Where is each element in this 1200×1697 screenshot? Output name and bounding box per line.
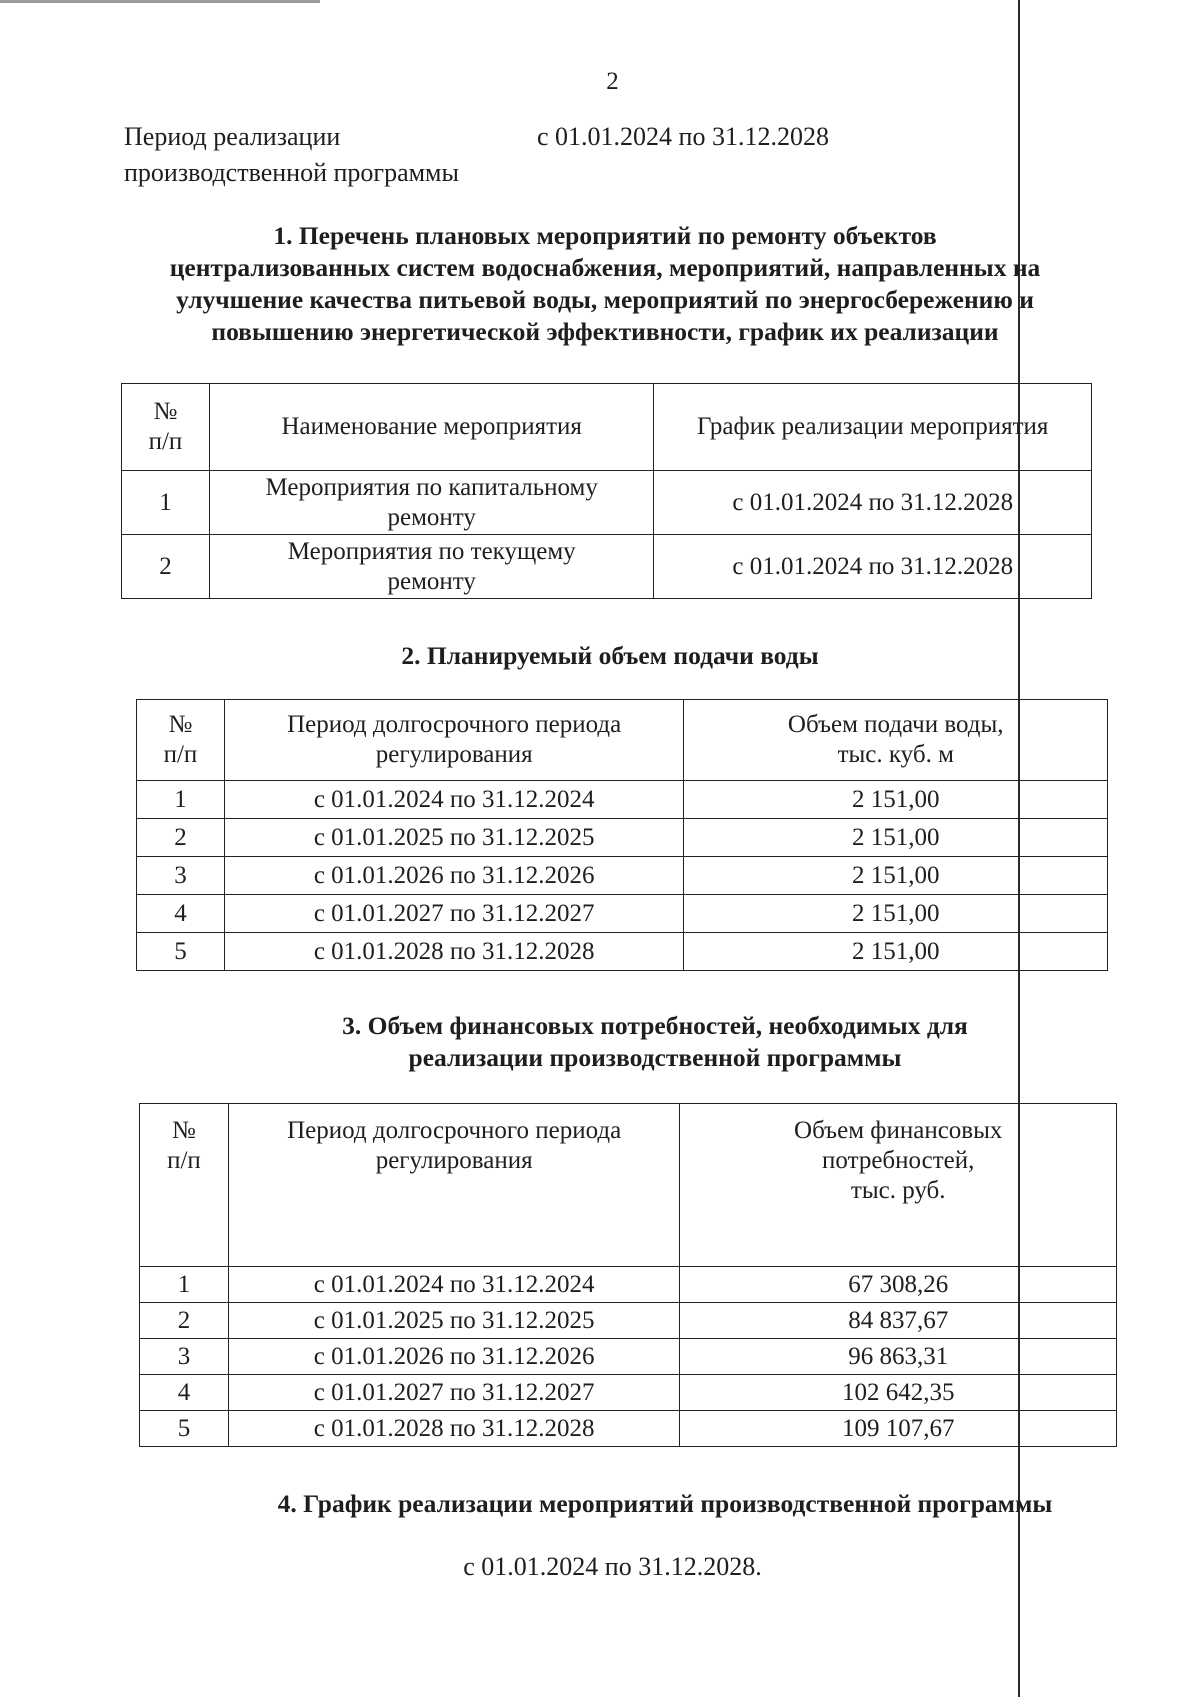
row-activity-name-line-1: Мероприятия по текущему [287, 537, 576, 565]
row-volume: 2 151,00 [684, 819, 1108, 857]
row-finance: 109 107,67 [680, 1411, 1117, 1447]
row-volume: 2 151,00 [684, 857, 1108, 895]
row-period: с 01.01.2026 по 31.12.2026 [228, 1339, 680, 1375]
row-num: 2 [122, 535, 210, 599]
table-row [137, 781, 1108, 819]
header-finance [680, 1104, 1117, 1267]
header-period [228, 1104, 680, 1267]
page-number: 2 [606, 68, 619, 95]
row-activity-name-line-1: Мероприятия по капитальному [265, 473, 598, 501]
header-volume-line-1: Объем подачи воды, [787, 711, 1004, 738]
section1-title [110, 220, 1100, 348]
header-finance-line-2: потребностей, [822, 1147, 975, 1174]
row-num: 1 [137, 781, 225, 819]
header-period-line-2: регулирования [375, 741, 533, 768]
row-num: 2 [140, 1303, 229, 1339]
header-volume [684, 700, 1108, 781]
header-num [137, 700, 225, 781]
header-num-line-1: № [153, 398, 178, 425]
row-finance: 67 308,26 [680, 1267, 1117, 1303]
header-num [122, 384, 210, 471]
header-period-line-2: регулирования [375, 1147, 533, 1174]
row-num: 3 [140, 1339, 229, 1375]
table-row [137, 819, 1108, 857]
header-finance-line-1: Объем финансовых [794, 1117, 1003, 1144]
row-volume: 2 151,00 [684, 781, 1108, 819]
table-row [122, 535, 1092, 599]
table-row [140, 1411, 1117, 1447]
period-label [124, 119, 524, 191]
row-activity-name-line-2: ремонту [387, 567, 476, 595]
header-period-line-1: Период долгосрочного периода [287, 1117, 622, 1144]
header-num [140, 1104, 229, 1267]
row-num: 4 [137, 895, 225, 933]
row-num: 5 [140, 1411, 229, 1447]
table-row [122, 471, 1092, 535]
row-finance: 96 863,31 [680, 1339, 1117, 1375]
period-label-line-1: Период реализации [124, 122, 341, 151]
section3-title-line-1: 3. Объем финансовых потребностей, необходимых для [342, 1011, 968, 1040]
table-header-row [140, 1104, 1117, 1267]
financial-needs-table [139, 1103, 1117, 1447]
table-row [137, 895, 1108, 933]
row-period: с 01.01.2024 по 31.12.2024 [228, 1267, 680, 1303]
table-row [140, 1303, 1117, 1339]
row-finance: 102 642,35 [680, 1375, 1117, 1411]
section3-title-line-2: реализации производственной программы [408, 1043, 902, 1072]
header-finance-line-3: тыс. руб. [850, 1177, 946, 1204]
activities-table [121, 383, 1092, 599]
table-row [137, 857, 1108, 895]
table-row [137, 933, 1108, 971]
section1-title-line-1: 1. Перечень плановых мероприятий по ремонту объектов [273, 221, 937, 250]
section1-title-line-3: улучшение качества питьевой воды, мероприятий по энергосбережению и [176, 285, 1034, 314]
scan-edge-line [0, 0, 320, 3]
row-finance: 84 837,67 [680, 1303, 1117, 1339]
period-label-line-2: производственной программы [124, 158, 459, 187]
row-schedule: с 01.01.2024 по 31.12.2028 [654, 471, 1092, 535]
row-num: 3 [137, 857, 225, 895]
section1-title-line-2: централизованных систем водоснабжения, мероприятий, направленных на [169, 253, 1041, 282]
row-period: с 01.01.2026 по 31.12.2026 [224, 857, 684, 895]
row-num: 4 [140, 1375, 229, 1411]
table-row [140, 1375, 1117, 1411]
row-period: с 01.01.2025 по 31.12.2025 [224, 819, 684, 857]
header-schedule: График реализации мероприятия [654, 384, 1092, 471]
row-period: с 01.01.2028 по 31.12.2028 [224, 933, 684, 971]
section4-title: 4. График реализации мероприятий производственной программы [277, 1489, 1053, 1518]
row-period: с 01.01.2028 по 31.12.2028 [228, 1411, 680, 1447]
row-num: 1 [140, 1267, 229, 1303]
section4-period: с 01.01.2024 по 31.12.2028. [463, 1552, 762, 1581]
row-volume: 2 151,00 [684, 933, 1108, 971]
row-activity-name [209, 471, 654, 535]
header-num-line-1: № [172, 1117, 196, 1144]
period-value: с 01.01.2024 по 31.12.2028 [537, 122, 829, 151]
row-schedule: с 01.01.2024 по 31.12.2028 [654, 535, 1092, 599]
row-volume: 2 151,00 [684, 895, 1108, 933]
header-activity-name: Наименование мероприятия [209, 384, 654, 471]
row-period: с 01.01.2025 по 31.12.2025 [228, 1303, 680, 1339]
row-num: 1 [122, 471, 210, 535]
section2-title: 2. Планируемый объем подачи воды [401, 641, 819, 670]
section3-title [280, 1010, 1030, 1074]
header-period-line-1: Период долгосрочного периода [287, 711, 622, 738]
header-volume-line-2: тыс. куб. м [837, 741, 954, 768]
table-header-row [137, 700, 1108, 781]
header-period [224, 700, 684, 781]
header-num-line-2: п/п [167, 1147, 201, 1174]
header-num-line-1: № [168, 711, 193, 738]
header-num-line-2: п/п [163, 741, 198, 768]
row-period: с 01.01.2027 по 31.12.2027 [224, 895, 684, 933]
row-num: 5 [137, 933, 225, 971]
table-row [140, 1339, 1117, 1375]
row-activity-name [209, 535, 654, 599]
row-num: 2 [137, 819, 225, 857]
row-period: с 01.01.2024 по 31.12.2024 [224, 781, 684, 819]
header-num-line-2: п/п [148, 428, 183, 455]
row-activity-name-line-2: ремонту [387, 503, 476, 531]
row-period: с 01.01.2027 по 31.12.2027 [228, 1375, 680, 1411]
table-row [140, 1267, 1117, 1303]
section1-title-line-4: повышению энергетической эффективности, график их реализации [211, 317, 999, 346]
water-volume-table [136, 699, 1108, 971]
table-header-row [122, 384, 1092, 471]
